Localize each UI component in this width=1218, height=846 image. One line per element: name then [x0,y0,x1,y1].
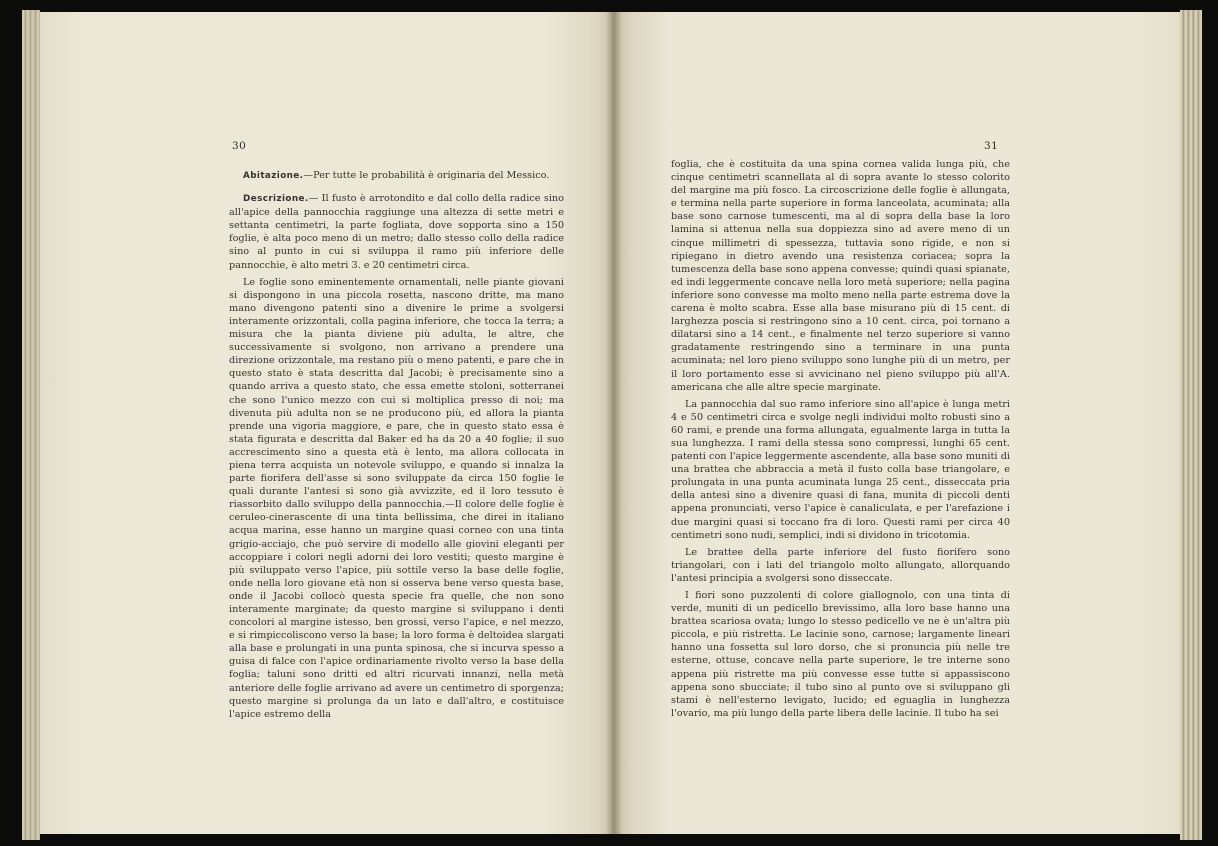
paragraph-pannocchia: La pannocchia dal suo ramo inferiore sino all'apice è lunga metri 4 e 50 centimetri circa e svolge negli individui molto robusti sino a 60 rami, e prende una forma allungata, egualmente larga in tutta la sua lunghezza. I rami della stessa sono compressi, lunghi 65 cent. patenti con l'apice leggermente ascendente, alla base sono muniti di una brattea che abbraccia a metà il fusto colla base triangolare, e prolungata in una punta acuminata lunga 25 cent., disseccata pria della antesi sino a divenire quasi di fana, munita di piccoli denti appena pronunciati, verso l'apice è canaliculata, e per l'arefazione i due margini quasi si toccano fra di loro. Questi rami per circa 40 centimetri sono nudi, semplici, indi si dividono in tricotomia. [671,398,1010,541]
heading-descrizione: Descrizione. [243,194,309,205]
left-page-text [229,160,564,721]
book-gutter [606,12,622,834]
left-page [40,12,614,834]
page-edges-left [22,10,40,840]
page-number-right: 31 [984,140,999,152]
paragraph-brattee: Le brattee della parte inferiore del fusto fiorifero sono triangolari, con i lati del triangolo molto allungato, allorquando l'antesi principia a svolgersi sono disseccate. [671,546,1010,584]
paragraph-text: — Il fusto è arrotondito e dal collo della radice sino all'apice della pannocchia raggiunge una altezza di sette metri e settanta centimetri, la parte fogliata, dove sopporta sino a 150 foglie, è alta poco meno di un metro; dallo stesso collo della radice sino al punto in cui si sviluppa il ramo più inferiore delle pannocchie, è alto metri 3. e 20 centimetri circa. [229,193,564,271]
page-number-left: 30 [232,140,247,152]
paragraph-continued: foglia, che è costituita da una spina cornea valida lunga più, che cinque centimetri scannellata al di sopra avante lo stesso colorito del margine ma più fosco. La circoscrizione delle foglie è allungata, e termina nella parte superiore in forma lanceolata, acuminata; alla base sono carnose tumescenti, ma al di sopra della base la loro lamina si attenua nella sua doppiezza sino ad avere meno di un cinque millimetri di spessezza, tuttavia sono rigide, e non si ripiegano in dietro avendo una resistenza coriacea; sopra la tumescenza della base sono appena convesse; quindi quasi spianate, ed indi leggermente concave nella loro metà superiore; nella pagina inferiore sono convesse ma molto meno nella parte estrema dove la carena è molto scabra. Esse alla base misurano più di 15 cent. di larghezza poscia si restringono sino a 10 cent. circa, poi tornano a dilatarsi sino a 14 cent., e finalmente nel terzo superiore si vanno gradatamente restringendo sino a terminare in una punta acuminata; nel loro pieno sviluppo sono lunghe più di un metro, per il loro portamento esse si avvicinano nel pieno sviluppo più all'A. americana che alle altre specie marginate. [671,159,1010,393]
paragraph-descrizione [229,192,564,272]
paragraph-text: —Per tutte le probabilità è originaria del Messico. [303,170,550,181]
paragraph-foglie: Le foglie sono eminentemente ornamentali, nelle piante giovani si dispongono in una piccola rosetta, nascono dritte, ma mano mano divengono patenti sino a divenire le prime a svolgersi interamente orizzontali, colla pagina inferiore, che tocca la terra; a misura che la pianta diviene più adulta, le altre, che successivamente si svolgono, non arrivano a prendere una direzione orizzontale, ma restano più o meno patenti, e pare che in questo stato è stata descritta dal Jacobi; è precisamente sino a quando arriva a questo stato, che essa emette stoloni, sotterranei che sono l'unico mezzo con cui si moltiplica presso di noi; ma divenuta più adulta non se ne producono più, ed allora la pianta prende una vigoria maggiore, e pare, che in questo stato essa è stata figurata e descritta dal Baker ed ha da 20 a 40 foglie; il suo accrescimento sino a questa età è lento, ma allora collocata in piena terra acquista un notevole sviluppo, e quando si innalza la parte fiorifera dell'asse si sono sviluppate da circa 150 foglie le quali durante l'antesi si sono già avvizzite, ed il loro tessuto è riassorbito dallo sviluppo della pannocchia.—Il colore delle foglie è ceruleo-cinerascente di una tinta bellissima, che direi in italiano acqua marina, esse hanno un margine quasi corneo con una tinta grigio-acciajo, che può servire di modello alle giovini eleganti per accoppiare i colori negli adorni dei loro vestiti; questo margine è più sviluppato verso l'apice, più sottile verso la base delle foglie, onde nella loro giovane età non si osserva bene verso questa base, onde il Jacobi collocò questa specie fra quelle, che non sono interamente marginate; da questo margine si sviluppano i denti concolori al margine istesso, ben grossi, verso l'apice, e nel mezzo, e si rimpiccoliscono verso la base; la loro forma è deltoidea slargati alla base e prolungati in una punta spinosa, che si incurva spesso a guisa di falce con l'apice ordinariamente rivolto verso la base della foglia; taluni sono dritti ed altri ricurvati innanzi, nella metà anteriore delle foglie arrivano ad avere un centimetro di sporgenza; questo margine si prolunga da un lato e dall'altro, e costituisce l'apice estremo della [229,276,564,720]
right-page [614,12,1180,834]
paragraph-fiori: I fiori sono puzzolenti di colore giallognolo, con una tinta di verde, muniti di un pedicello brevissimo, alla loro base hanno una brattea scariosa ovata; lungo lo stesso pedicello ve ne è un'altra più piccola, e più ristretta. Le lacinie sono, carnose; largamente lineari hanno una fossetta sul loro dorso, che si pronuncia più nelle tre esterne, ottuse, concave nella parte superiore, le tre interne sono appena più ristrette ma più convesse esse tutte si appassiscono appena sono sbucciate; il tubo sino al punto ove si sviluppano gli stami è nell'esterno levigato, lucido; ed eguaglia in lunghezza l'ovario, ma più lungo della parte libera delle lacinie. Il tubo ha sei [671,590,1010,719]
paragraph-abitazione [229,169,564,183]
page-edges-right [1180,10,1202,840]
right-page-text [671,158,1010,720]
heading-abitazione: Abitazione. [243,171,304,181]
